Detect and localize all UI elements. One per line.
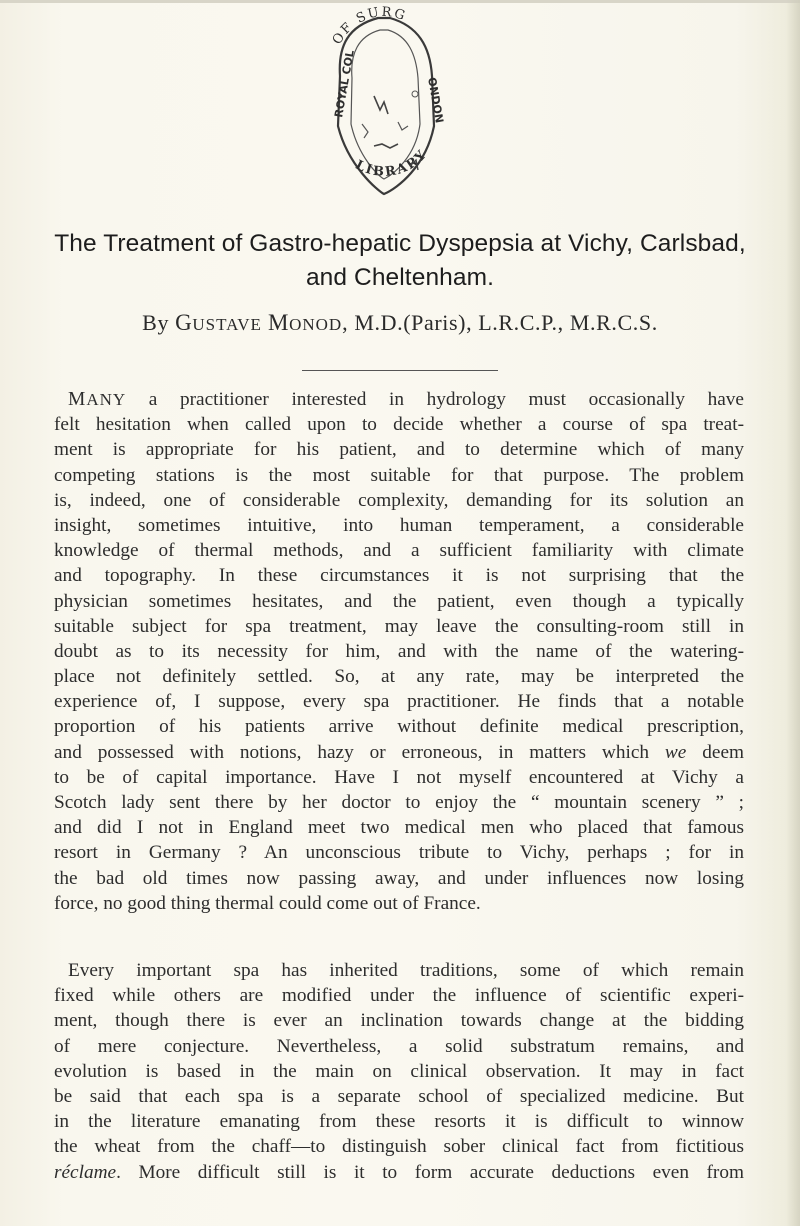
top-edge-rule [0, 0, 800, 3]
author-byline [0, 309, 800, 339]
paragraph-line: ment, though there is ever an inclination towards change at the bidding [54, 1010, 744, 1032]
paragraph-line: the wheat from the chaff—to distinguish sober clinical fact from fictitious [54, 1136, 744, 1158]
italic-word: réclame [54, 1161, 117, 1183]
article-title-line-2: and Cheltenham. [305, 264, 495, 291]
lead-initial: M [68, 389, 87, 410]
paragraph-line: Scotch lady sent there by her doctor to enjoy the “ mountain scenery ” ; [54, 792, 744, 813]
svg-text:ROYAL COL: ROYAL COL [332, 49, 357, 119]
paragraph-line: competing stations is the most suitable for that purpose. The problem [54, 464, 744, 486]
line-text: . More difficult still is it to form accurate deductions even from [116, 1161, 744, 1183]
paragraph-line: suitable subject for spa treatment, may leave the consulting-room still in [54, 615, 744, 637]
seal-icon [318, 6, 450, 206]
paragraph-line: is, indeed, one of considerable complexity, demanding for its solution an [54, 489, 744, 511]
paragraph-line: fixed while others are modified under the influence of scientific experi- [54, 985, 744, 1007]
svg-text:OF SURG: OF SURG [329, 6, 409, 48]
paragraph-line: proportion of his patients arrive without definite medical prescription, [54, 716, 744, 738]
paragraph-line: resort in Germany ? An unconscious tribute to Vichy, perhaps ; for in [54, 842, 744, 864]
paragraph-line: ment is appropriate for his patient, and to determine which of many [54, 439, 744, 461]
paragraph-line: experience of, I suppose, every spa practitioner. He finds that a notable [54, 691, 744, 713]
paragraph-line: force, no good thing thermal could come out of France. [54, 892, 481, 914]
paragraph-line: to be of capital importance. Have I not myself encountered at Vichy a [54, 766, 744, 788]
paragraph-line: place not definitely settled. So, at any rate, may be interpreted the [54, 666, 744, 688]
author-last-rest: ONOD [289, 315, 343, 334]
author-first-rest: USTAVE [192, 315, 262, 334]
lead-rest: ANY [86, 390, 127, 409]
page-right-edge-shadow [786, 0, 800, 1226]
paragraph-line: the bad old times now passing away, and under influences now losing [54, 867, 744, 889]
paragraph-line: in the literature emanating from these resorts it is difficult to winnow [54, 1111, 744, 1133]
byline-prefix: By [142, 310, 170, 335]
library-seal-stamp [318, 6, 450, 206]
section-divider [302, 370, 498, 371]
paragraph-line [54, 740, 744, 765]
author-last-initial: M [268, 310, 290, 335]
line-text: and possessed with notions, hazy or erroneous, in matters which [54, 741, 665, 763]
paragraph-line [54, 387, 744, 412]
paragraph-line: physician sometimes hesitates, and the patient, even though a typically [54, 590, 744, 612]
paragraph-line: knowledge of thermal methods, and a sufficient familiarity with climate [54, 540, 744, 562]
author-first-initial: G [175, 310, 193, 335]
paragraph-line: Every important spa has inherited traditions, some of which remain [68, 960, 744, 981]
paragraph-line: felt hesitation when called upon to decide whether a course of spa treat- [54, 414, 744, 436]
line-1-text: a practitioner interested in hydrology must occasionally have [126, 389, 744, 410]
author-credentials: , M.D.(Paris), L.R.C.P., M.R.C.S. [342, 310, 658, 335]
paragraph-line: evolution is based in the main on clinical observation. It may in fact [54, 1060, 744, 1082]
paragraph-line: and did I not in England meet two medical men who placed that famous [54, 817, 744, 839]
paragraph-2 [54, 958, 744, 1185]
paragraph-line [54, 1160, 744, 1185]
paragraph-line: be said that each spa is a separate school of specialized medicine. But [54, 1085, 744, 1107]
paragraph-1 [54, 387, 744, 916]
italic-word: we [664, 741, 687, 763]
article-title-line-1: The Treatment of Gastro-hepatic Dyspepsia at Vichy, Carlsbad, [54, 230, 746, 257]
paragraph-line: and topography. In these circumstances it is not surprising that the [54, 565, 744, 587]
paragraph-line: doubt as to its necessity for him, and with the name of the watering- [54, 640, 744, 662]
line-text: deem [686, 741, 744, 763]
svg-text:LIBRARY: LIBRARY [352, 146, 431, 181]
svg-text:ONDON: ONDON [425, 76, 446, 125]
paragraph-line: of mere conjecture. Nevertheless, a solid substratum remains, and [54, 1035, 744, 1057]
paragraph-line: insight, sometimes intuitive, into human temperament, a considerable [54, 514, 744, 536]
